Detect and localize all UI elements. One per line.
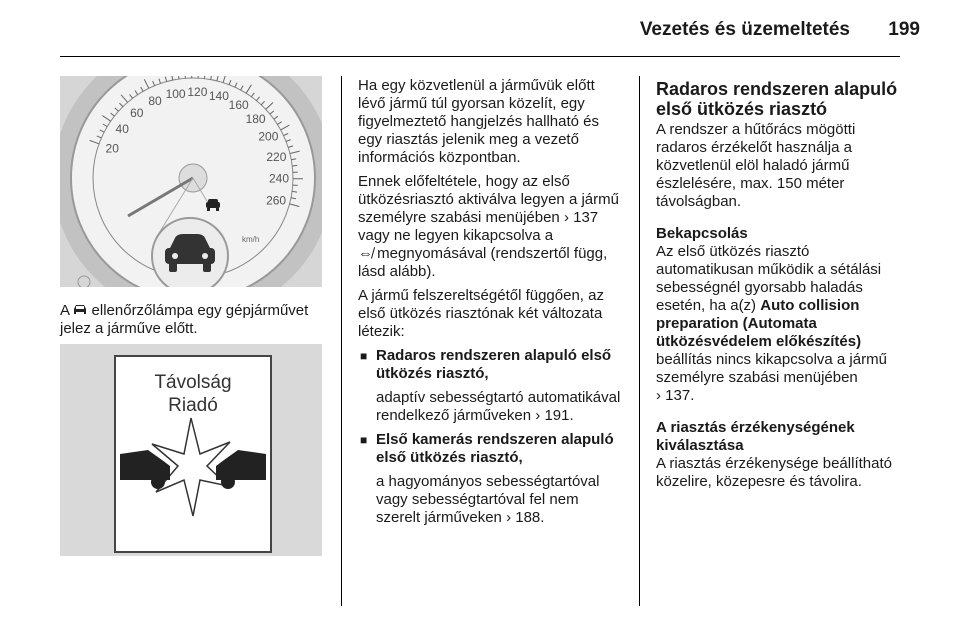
- gauge-tick-label: 220: [266, 150, 287, 164]
- gauge-tick-label: 200: [258, 129, 279, 144]
- list-item: ■ Radaros rendszeren alapuló első ütközés riasztó,: [360, 347, 612, 382]
- paragraph: Az első ütközés riasztó automatikusan működik a sétálási sebességnél gyorsabb haladás esetén, ha a(z) Auto collision preparation (Automata ütközésvédelem előkészítés) beállítás nincs kikapcsolva a jármű személyre szabási menüjében › 137.: [656, 243, 887, 404]
- speedometer-image: [60, 76, 322, 287]
- paragraph: A riasztás érzékenysége beállítható közelire, közepesre és távolira.: [656, 455, 892, 490]
- bullet-icon: ■: [360, 433, 368, 447]
- paragraph: Ennek előfeltétele, hogy az első ütközésriasztó aktiválva legyen a jármű személyre szabási menüjében › 137 vagy ne legyen kikapcsolva a ⇎ megnyomásával (rendszertől függ, lásd alább).: [358, 173, 619, 280]
- page-ref-arrow-icon: ›: [563, 209, 569, 226]
- sign-line-1: Távolság: [154, 372, 232, 393]
- subheading: A riasztás érzékenységének kiválasztása: [656, 419, 855, 454]
- gauge-unit-label: km/h: [242, 235, 260, 244]
- distance-alert-illustration: [60, 344, 322, 556]
- gauge-tick-label: 60: [130, 105, 144, 120]
- subheading: Bekapcsolás: [656, 225, 748, 242]
- page-reference[interactable]: 137: [573, 209, 599, 226]
- page-ref-arrow-icon: ›: [656, 387, 661, 404]
- gauge-tick-label: 240: [268, 171, 290, 186]
- gauge-tick-label: 160: [228, 98, 249, 113]
- header-rule: [60, 56, 900, 57]
- column-divider-1: [341, 76, 342, 606]
- caption: [60, 302, 330, 338]
- page-ref-arrow-icon: ›: [535, 407, 541, 424]
- column-2: [358, 77, 626, 533]
- paragraph: Ha egy közvetlenül a járművük előtt lévő jármű túl gyorsan közelít, egy figyelmeztető hangjelzés hallható és egy riasztás jelenik meg a vezető információs központban.: [358, 77, 599, 166]
- gauge-tick-label: 180: [245, 112, 266, 126]
- gauge-tick-label: 20: [105, 141, 119, 156]
- gauge-tick-label: 260: [266, 193, 287, 208]
- gauge-tick-label: 40: [115, 122, 129, 137]
- sign-line-2: Riadó: [168, 395, 218, 416]
- gauge-tick-label: 140: [208, 89, 229, 103]
- list-item: ■ Első kamerás rendszeren alapuló első ütközés riasztó,: [360, 431, 614, 466]
- paragraph: A rendszer a hűtőrács mögötti radaros érzékelőt használja a közvetlenül elöl haladó jármű észlelésére, max. 150 méter távolságban.: [656, 121, 856, 210]
- section-heading: Radaros rendszeren alapuló első ütközés riasztó: [656, 79, 898, 119]
- caption-text: ellenőrzőlámpa egy gépjárművet jelez a járműve előtt.: [60, 302, 309, 337]
- page-number: 199: [888, 19, 920, 40]
- gauge-tick-mark: [198, 76, 199, 78]
- page-header: [0, 0, 960, 56]
- gauge-tick-mark: [292, 191, 297, 192]
- column-divider-2: [639, 76, 640, 606]
- gauge-tick-mark: [292, 165, 297, 166]
- page-reference[interactable]: 191.: [544, 407, 574, 424]
- page-title: Vezetés és üzemeltetés: [639, 19, 850, 40]
- page-ref-arrow-icon: ›: [506, 509, 512, 526]
- car-icon: [73, 304, 87, 316]
- paragraph: A jármű felszereltségétől függően, az első ütközés riasztónak két változata létezik:: [358, 287, 604, 340]
- gauge-tick-label: 120: [187, 85, 208, 100]
- speedometer-illustration: [60, 76, 322, 287]
- gauge-tick-label: 100: [165, 86, 186, 101]
- page-reference[interactable]: 137.: [665, 387, 695, 404]
- distance-alert-image: [60, 344, 322, 556]
- steering-button-icon: ⇎: [358, 245, 373, 262]
- page-reference[interactable]: 188.: [515, 509, 545, 526]
- caption-prefix: A: [60, 302, 70, 319]
- gauge-tick-mark: [204, 76, 205, 79]
- list-item-text: a hagyományos sebességtartóval vagy sebességtartóval fel nem szerelt járműveken › 188.: [376, 473, 600, 526]
- bullet-icon: ■: [360, 349, 368, 363]
- gauge-tick-label: 80: [148, 93, 162, 108]
- column-3: [656, 79, 906, 497]
- list-item-text: adaptív sebességtartó automatikával rendelkező járműveken › 191.: [376, 389, 621, 424]
